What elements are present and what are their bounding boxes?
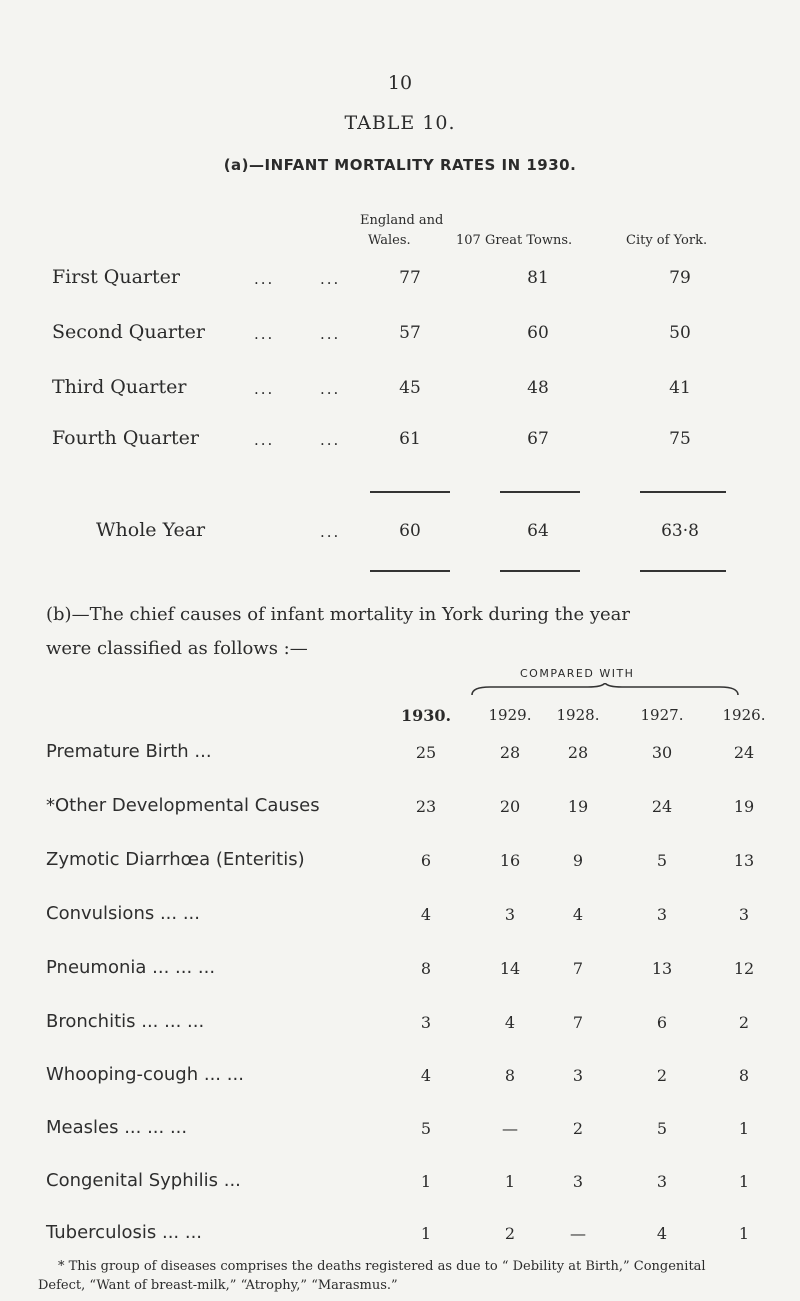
cell-england: 45 xyxy=(399,378,421,398)
cell-1927: 5 xyxy=(656,851,668,870)
cell-1929: 28 xyxy=(499,743,521,762)
compared-brace xyxy=(470,683,740,699)
cell-1928: 2 xyxy=(572,1119,584,1138)
col-head-york: City of York. xyxy=(626,233,708,248)
leader-dots: ... xyxy=(254,380,275,398)
leader-dots: ... xyxy=(254,431,275,449)
row-label: Premature Birth ... xyxy=(46,741,212,762)
leader-dots: ... xyxy=(320,523,341,541)
cell-1930: 6 xyxy=(420,851,432,870)
leader-dots: ... xyxy=(254,325,275,343)
cell-1927: 5 xyxy=(656,1119,668,1138)
rule xyxy=(370,491,450,493)
cell-1929: 20 xyxy=(499,797,521,816)
section-b-intro-line1: (b)—The chief causes of infant mortality in York during the year xyxy=(46,604,631,625)
cell-1930: 23 xyxy=(415,797,437,816)
cell-england: 61 xyxy=(399,429,421,449)
cell-1930: 1 xyxy=(420,1172,432,1191)
table-title: TABLE 10. xyxy=(344,112,456,134)
leader-dots: ... xyxy=(320,431,341,449)
cell-great-towns: 81 xyxy=(527,268,549,288)
cell-1930: 25 xyxy=(415,743,437,762)
cell-1927: 13 xyxy=(651,959,673,978)
cell-1926: 8 xyxy=(738,1066,750,1085)
row-label: Fourth Quarter xyxy=(52,427,199,449)
cell-1929: 16 xyxy=(499,851,521,870)
cell-1927: 4 xyxy=(656,1224,668,1243)
row-label: Zymotic Diarrhœa (Enteritis) xyxy=(46,849,305,870)
cell-1926: 12 xyxy=(733,959,755,978)
leader-dots: ... xyxy=(254,270,275,288)
cell-1930: 1 xyxy=(420,1224,432,1243)
cell-1930: 3 xyxy=(420,1013,432,1032)
cell-1930: 4 xyxy=(420,1066,432,1085)
cell-england: 57 xyxy=(399,323,421,343)
rule xyxy=(500,491,580,493)
row-label: Congenital Syphilis ... xyxy=(46,1170,241,1191)
col-head-england-1: England and xyxy=(360,213,444,228)
row-label: *Other Developmental Causes xyxy=(46,795,320,816)
year-head-1926: 1926. xyxy=(722,706,766,724)
cell-1926: 24 xyxy=(733,743,755,762)
cell-1928: — xyxy=(570,1224,586,1243)
cell-great-towns: 60 xyxy=(527,323,549,343)
cell-1928: 3 xyxy=(572,1066,584,1085)
compared-with-label: COMPARED WITH xyxy=(520,667,635,680)
cell-york: 75 xyxy=(669,429,691,449)
cell-1929: 2 xyxy=(504,1224,516,1243)
cell-1927: 3 xyxy=(656,1172,668,1191)
row-label: Tuberculosis ... ... xyxy=(46,1222,203,1243)
cell-1927: 6 xyxy=(656,1013,668,1032)
cell-york: 63·8 xyxy=(661,521,699,541)
year-head-1928: 1928. xyxy=(556,706,600,724)
leader-dots: ... xyxy=(320,325,341,343)
rule xyxy=(500,570,580,572)
cell-great-towns: 67 xyxy=(527,429,549,449)
section-b-intro-line2: were classified as follows :— xyxy=(46,638,308,659)
cell-1929: — xyxy=(502,1119,518,1138)
row-label: Whole Year xyxy=(96,519,206,541)
row-label: Third Quarter xyxy=(52,376,187,398)
row-label: Second Quarter xyxy=(52,321,205,343)
cell-1928: 9 xyxy=(572,851,584,870)
cell-1928: 7 xyxy=(572,959,584,978)
cell-york: 50 xyxy=(669,323,691,343)
year-head-1930: 1930. xyxy=(400,706,452,725)
cell-england: 60 xyxy=(399,521,421,541)
cell-1926: 1 xyxy=(738,1224,750,1243)
section-a-title: (a)—INFANT MORTALITY RATES IN 1930. xyxy=(223,156,577,174)
cell-1926: 1 xyxy=(738,1119,750,1138)
year-head-1929: 1929. xyxy=(488,706,532,724)
leader-dots: ... xyxy=(320,380,341,398)
cell-1928: 19 xyxy=(567,797,589,816)
cell-1926: 19 xyxy=(733,797,755,816)
page-number: 10 xyxy=(387,72,413,94)
cell-1929: 14 xyxy=(499,959,521,978)
cell-york: 79 xyxy=(669,268,691,288)
cell-great-towns: 64 xyxy=(527,521,549,541)
cell-1928: 4 xyxy=(572,905,584,924)
cell-1928: 28 xyxy=(567,743,589,762)
row-label: Measles ... ... ... xyxy=(46,1117,188,1138)
row-label: Whooping-cough ... ... xyxy=(46,1064,244,1085)
cell-1928: 3 xyxy=(572,1172,584,1191)
cell-1927: 30 xyxy=(651,743,673,762)
cell-1926: 1 xyxy=(738,1172,750,1191)
footnote-line1: * This group of diseases comprises the deaths registered as due to “ Debility at Birth,” Congenital xyxy=(58,1259,706,1274)
cell-1927: 24 xyxy=(651,797,673,816)
cell-1926: 3 xyxy=(738,905,750,924)
cell-york: 41 xyxy=(669,378,691,398)
footnote-line2: Defect, “Want of breast-milk,” “Atrophy,” “Marasmus.” xyxy=(38,1278,398,1293)
cell-1928: 7 xyxy=(572,1013,584,1032)
cell-great-towns: 48 xyxy=(527,378,549,398)
cell-1930: 8 xyxy=(420,959,432,978)
row-label: Pneumonia ... ... ... xyxy=(46,957,216,978)
cell-1929: 1 xyxy=(504,1172,516,1191)
cell-1930: 4 xyxy=(420,905,432,924)
col-head-great-towns: 107 Great Towns. xyxy=(456,233,573,248)
cell-1927: 2 xyxy=(656,1066,668,1085)
rule xyxy=(640,491,726,493)
cell-1926: 13 xyxy=(733,851,755,870)
cell-1929: 4 xyxy=(504,1013,516,1032)
row-label: First Quarter xyxy=(52,266,180,288)
cell-1926: 2 xyxy=(738,1013,750,1032)
col-head-england-2: Wales. xyxy=(368,233,411,248)
row-label: Convulsions ... ... xyxy=(46,903,201,924)
year-head-1927: 1927. xyxy=(640,706,684,724)
cell-england: 77 xyxy=(399,268,421,288)
cell-1929: 3 xyxy=(504,905,516,924)
row-label: Bronchitis ... ... ... xyxy=(46,1011,205,1032)
cell-1930: 5 xyxy=(420,1119,432,1138)
rule xyxy=(640,570,726,572)
cell-1929: 8 xyxy=(504,1066,516,1085)
rule xyxy=(370,570,450,572)
cell-1927: 3 xyxy=(656,905,668,924)
leader-dots: ... xyxy=(320,270,341,288)
